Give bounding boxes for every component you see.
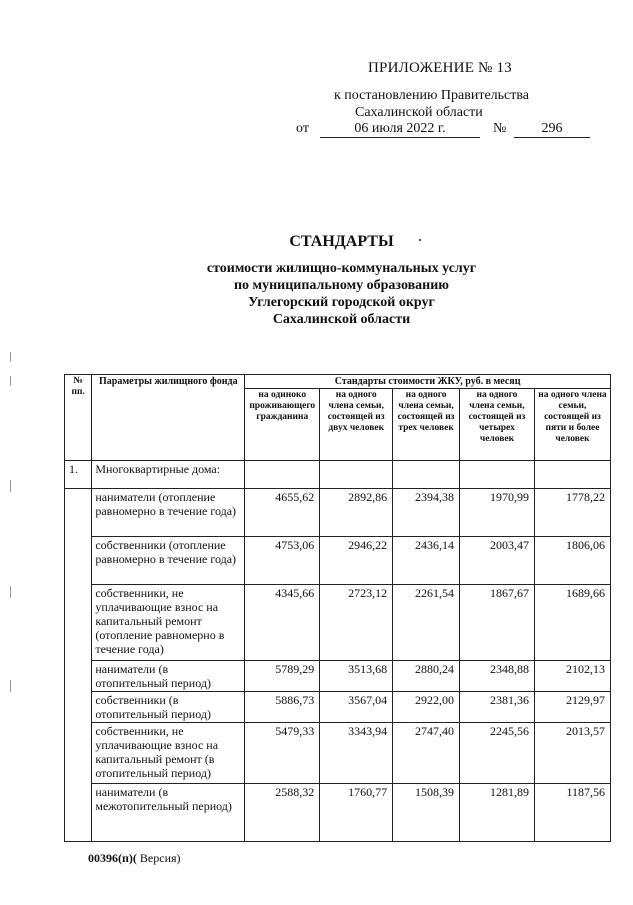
document-code xyxy=(88,851,181,866)
section-label: Многоквартирные дома: xyxy=(92,461,245,489)
cell-value: 1187,56 xyxy=(534,784,610,842)
cell-value: 1508,39 xyxy=(393,784,460,842)
cell-value: 5789,29 xyxy=(245,661,320,692)
table-row xyxy=(65,537,611,585)
cell-value: 2880,24 xyxy=(393,661,460,692)
cell-value: 2922,00 xyxy=(393,692,460,723)
table-row xyxy=(65,661,611,692)
document-title: СТАНДАРТЫ xyxy=(289,233,394,250)
subtitle-line-3: Углегорский городской округ xyxy=(248,295,435,310)
scan-mark xyxy=(10,352,11,362)
header-group: Стандарты стоимости ЖКУ, руб. в месяц xyxy=(245,375,611,389)
decree-number: 296 xyxy=(514,121,590,138)
cell-value: 1867,67 xyxy=(460,585,535,661)
cell-value: 4345,66 xyxy=(245,585,320,661)
cell-value: 2245,56 xyxy=(460,723,535,784)
cell-value: 1778,22 xyxy=(534,489,610,537)
document-subtitle xyxy=(0,260,633,328)
decree-date-row xyxy=(296,121,596,141)
document-code-number: 00396(п)( xyxy=(88,851,137,865)
cell-value: 2394,38 xyxy=(393,489,460,537)
header-four: на одного члена семьи, состоящей из четырех человек xyxy=(460,389,535,461)
cell-value: 2348,88 xyxy=(460,661,535,692)
cell-value: 2436,14 xyxy=(393,537,460,585)
cell-value: 2946,22 xyxy=(320,537,393,585)
table-row-section xyxy=(65,461,611,489)
cell-value: 1806,06 xyxy=(534,537,610,585)
cell-value: 1689,66 xyxy=(534,585,610,661)
number-label: № xyxy=(493,121,507,136)
table-row xyxy=(65,723,611,784)
cell-value: 2892,86 xyxy=(320,489,393,537)
row-label: наниматели (в отопительный период) xyxy=(92,661,245,692)
header-single: на одиноко проживающего гражданина xyxy=(245,389,320,461)
cell-value: 2723,12 xyxy=(320,585,393,661)
cell-value: 5886,73 xyxy=(245,692,320,723)
cell-value: 2003,47 xyxy=(460,537,535,585)
section-index: 1. xyxy=(65,461,92,489)
table-row xyxy=(65,489,611,537)
cell-value: 2588,32 xyxy=(245,784,320,842)
header-number: № пп. xyxy=(65,375,92,461)
scan-mark xyxy=(10,376,11,386)
cell-value: 2261,54 xyxy=(393,585,460,661)
row-label: собственники, не уплачивающие взнос на капитальный ремонт (отопление равномерно в течение года) xyxy=(92,585,245,661)
header-two: на одного члена семьи, состоящей из двух человек xyxy=(320,389,393,461)
row-index-cell xyxy=(65,489,92,842)
row-label: наниматели (в межотопительный период) xyxy=(92,784,245,842)
cell-value: 1970,99 xyxy=(460,489,535,537)
cell-value: 2381,36 xyxy=(460,692,535,723)
subtitle-line-4: Сахалинской области xyxy=(272,312,411,327)
header-five: на одного члена семьи, состоящей из пяти и более человек xyxy=(534,389,610,461)
header-params: Параметры жилищного фонда xyxy=(92,375,245,461)
table-row xyxy=(65,585,611,661)
from-label: от xyxy=(296,121,309,136)
appendix-line-2: Сахалинской области xyxy=(355,105,483,120)
subtitle-line-2: по муниципальному образованию xyxy=(233,278,450,293)
row-label: наниматели (отопление равномерно в течение года) xyxy=(92,489,245,537)
cell-value: 5479,33 xyxy=(245,723,320,784)
cell-value: 3513,68 xyxy=(320,661,393,692)
cell-value: 2747,40 xyxy=(393,723,460,784)
appendix-line-1: к постановлению Правительства xyxy=(334,88,530,103)
decree-date: 06 июля 2022 г. xyxy=(320,121,480,138)
cell-value: 4753,06 xyxy=(245,537,320,585)
cell-value: 2013,57 xyxy=(534,723,610,784)
document-version: Версия) xyxy=(136,851,181,865)
scan-mark xyxy=(10,586,11,598)
table-row xyxy=(65,692,611,723)
table-row xyxy=(65,784,611,842)
cell-value: 2102,13 xyxy=(534,661,610,692)
cell-value: 1281,89 xyxy=(460,784,535,842)
standards-table xyxy=(64,374,611,842)
appendix-title: ПРИЛОЖЕНИЕ № 13 xyxy=(368,60,512,76)
scan-mark xyxy=(10,480,11,492)
cell-value: 4655,62 xyxy=(245,489,320,537)
scan-speck xyxy=(419,239,421,241)
scan-mark xyxy=(10,680,11,692)
cell-value: 3567,04 xyxy=(320,692,393,723)
header-three: на одного члена семьи, состоящей из трех человек xyxy=(393,389,460,461)
cell-value: 2129,97 xyxy=(534,692,610,723)
cell-value: 1760,77 xyxy=(320,784,393,842)
cell-value: 3343,94 xyxy=(320,723,393,784)
row-label: собственники, не уплачивающие взнос на капитальный ремонт (в отопительный период) xyxy=(92,723,245,784)
row-label: собственники (отопление равномерно в течение года) xyxy=(92,537,245,585)
subtitle-line-1: стоимости жилищно-коммунальных услуг xyxy=(206,261,477,276)
row-label: собственники (в отопительный период) xyxy=(92,692,245,723)
